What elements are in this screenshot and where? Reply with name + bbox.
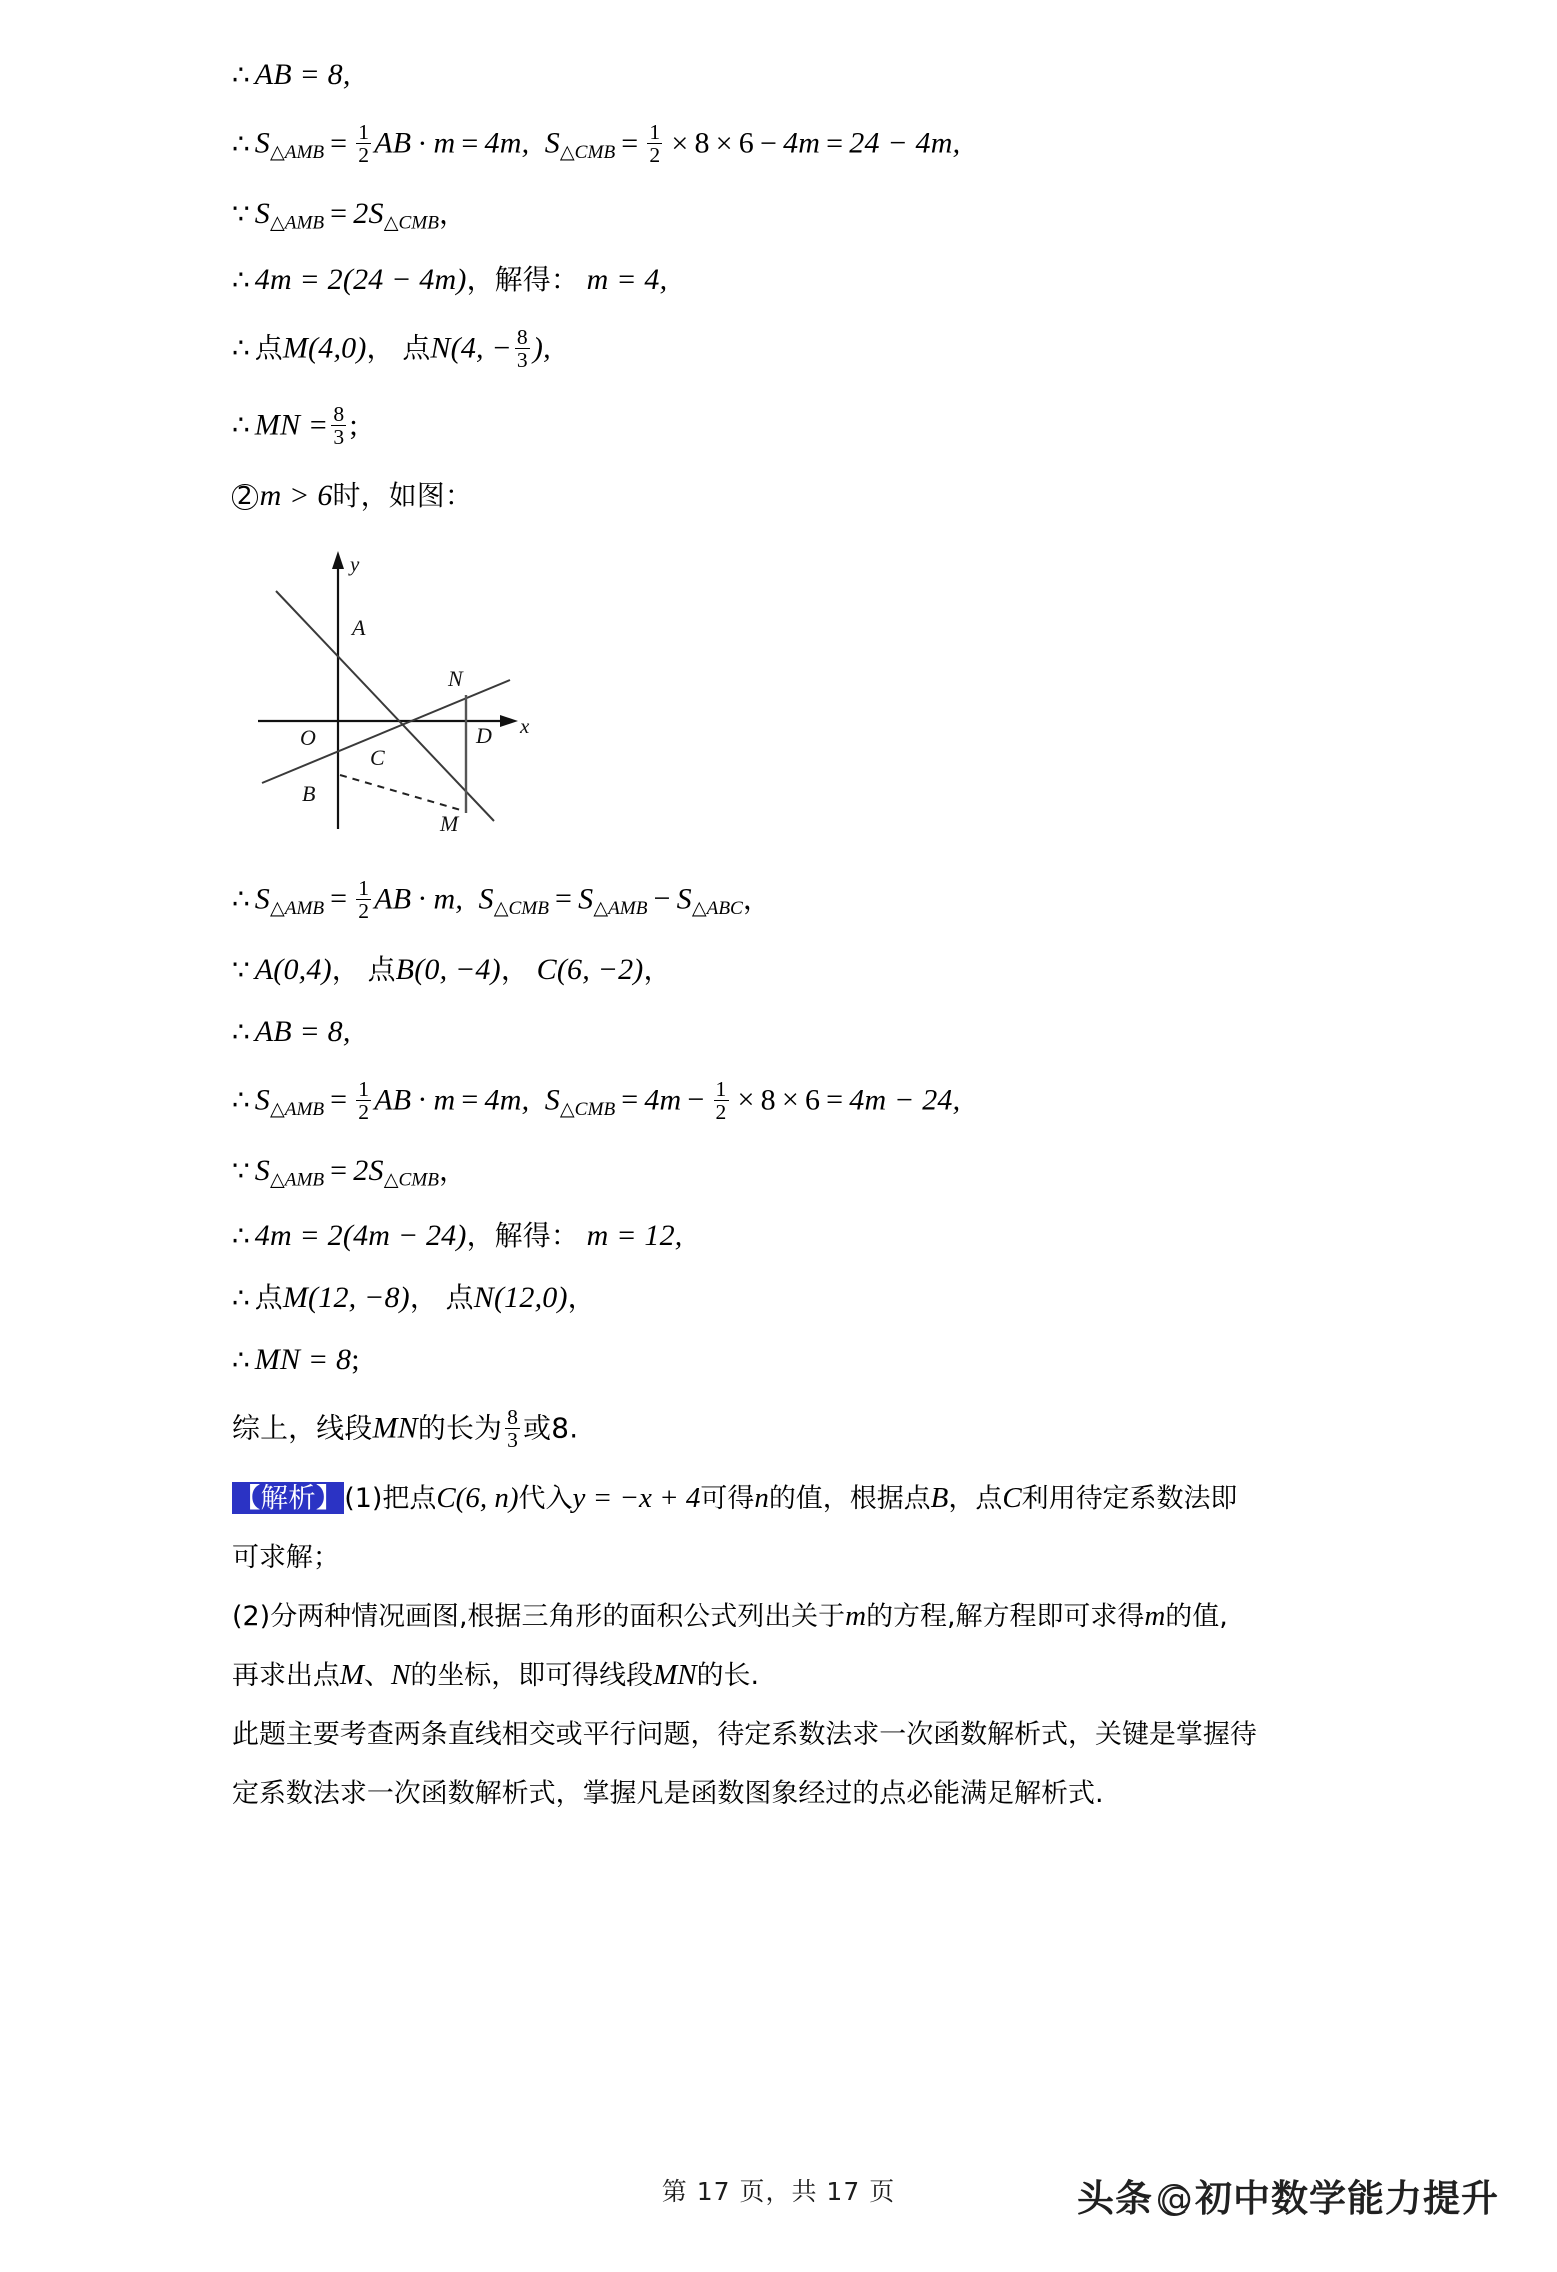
equals-sign-3: = xyxy=(621,1083,639,1117)
value-4m: 4m, xyxy=(484,126,530,160)
s-symbol-2: S xyxy=(544,126,560,160)
equals-sign: = xyxy=(330,126,348,160)
conclusion-prefix: 综上，线段 xyxy=(232,1411,373,1445)
numerator: 1 xyxy=(649,120,661,145)
label-point-n: N xyxy=(448,665,463,691)
term-2s: 2S xyxy=(353,197,384,231)
chinese-comma-2: ， xyxy=(567,1281,596,1315)
denominator: 3 xyxy=(507,1428,519,1453)
solution-body xyxy=(232,60,1352,1838)
therefore-symbol: ∴ xyxy=(232,1281,250,1315)
analysis-text-2c: 的值, xyxy=(1165,1601,1228,1633)
equation-line-ab8-second xyxy=(232,1014,1352,1048)
denominator: 3 xyxy=(516,347,528,372)
numerator: 8 xyxy=(507,1405,519,1430)
subscript-cmb: △CMB xyxy=(559,142,616,164)
fraction-one-half xyxy=(356,1078,371,1123)
equation-line-points-case2 xyxy=(232,1283,1352,1313)
point-m-coords: M(12, −8) xyxy=(282,1281,410,1315)
ab-equals-8: AB = 8, xyxy=(254,1014,351,1048)
equals-sign: = xyxy=(330,1153,348,1187)
enumeration-mark: 、 xyxy=(364,1660,392,1692)
mn-equals-8: MN = 8 xyxy=(254,1343,352,1377)
dashed-segment-b-to-m xyxy=(340,775,464,811)
subscript-cmb: △CMB xyxy=(383,1169,439,1191)
dot-operator: · xyxy=(417,882,428,916)
denominator: 2 xyxy=(649,143,661,168)
watermark-platform: 头条 xyxy=(1077,2177,1153,2220)
axis-label-y: y xyxy=(350,551,360,576)
segment-mn-ref: MN xyxy=(653,1659,697,1692)
therefore-symbol: ∴ xyxy=(232,58,250,91)
because-symbol: ∵ xyxy=(232,952,250,986)
subscript-abc: △ABC xyxy=(691,897,743,919)
conclusion-line xyxy=(232,1407,1352,1452)
label-dian-2: 点 xyxy=(445,1281,474,1315)
denominator: 2 xyxy=(715,1099,727,1124)
analysis-text-1c: 可得 xyxy=(700,1483,755,1515)
chinese-comma: ， xyxy=(366,331,395,365)
watermark-account-name: 初中数学能力提升 xyxy=(1195,2177,1499,2220)
analysis-text-1b: 代入 xyxy=(518,1483,573,1515)
point-m-coords: M(4,0) xyxy=(282,331,367,365)
equation-line-areas-case2-def xyxy=(232,875,1352,923)
analysis-text-2a: (2)分两种情况画图,根据三角形的面积公式列出关于 xyxy=(232,1601,846,1633)
subscript-amb: △AMB xyxy=(269,1098,325,1120)
label-point-d: D xyxy=(476,722,492,748)
ab-equals-8: AB = 8, xyxy=(254,58,351,91)
chinese-comma: ， xyxy=(409,1281,438,1315)
analysis-text-3a: 此题主要考查两条直线相交或平行问题，待定系数法求一次函数解析式，关键是掌握待 xyxy=(232,1719,1257,1751)
label-dian: 点 xyxy=(254,331,283,365)
analysis-text-2b: 的方程,解方程即可求得 xyxy=(866,1601,1145,1633)
chinese-comma: ， xyxy=(466,262,495,296)
result-4m-minus-24: 4m − 24, xyxy=(849,1083,961,1117)
label-point-b: B xyxy=(302,780,316,806)
denominator: 2 xyxy=(358,143,370,168)
m-term: m xyxy=(433,1083,456,1117)
equals-sign-4: = xyxy=(826,1083,844,1117)
chinese-comma: ， xyxy=(438,197,468,231)
point-n-ref: N xyxy=(391,1659,411,1692)
page-number-footer: 第 17 页，共 17 页 xyxy=(661,2177,896,2206)
s-symbol-2: S xyxy=(544,1083,560,1117)
therefore-symbol: ∴ xyxy=(232,262,250,296)
analysis-paragraph-2 xyxy=(232,1602,1352,1631)
x-axis-arrowhead xyxy=(500,715,518,727)
equals-sign: = xyxy=(330,882,348,916)
therefore-symbol: ∴ xyxy=(232,331,250,365)
s-symbol: S xyxy=(254,882,270,916)
therefore-symbol: ∴ xyxy=(232,1014,250,1048)
ab-term: AB xyxy=(374,1083,412,1117)
denominator: 3 xyxy=(333,424,345,449)
s-symbol-4: S xyxy=(676,882,692,916)
solution-m-equals-4: m = 4, xyxy=(586,262,668,296)
subscript-amb: △AMB xyxy=(269,897,325,919)
label-point-m: M xyxy=(440,810,459,833)
subscript-amb-2: △AMB xyxy=(593,897,648,919)
fraction-eight-thirds xyxy=(515,326,530,371)
numerator: 1 xyxy=(358,1076,370,1101)
analysis-text-1f: 利用待定系数法即 xyxy=(1021,1483,1238,1515)
conclusion-mid: 的长为 xyxy=(417,1411,503,1445)
watermark xyxy=(1077,2168,1499,2222)
semicolon: ; xyxy=(349,408,358,442)
term-2s: 2S xyxy=(353,1153,384,1187)
variable-n: n xyxy=(754,1482,769,1515)
equals-sign: = xyxy=(330,197,348,231)
term-4m: 4m xyxy=(783,126,821,160)
analysis-text-1d: 的值，根据点 xyxy=(768,1483,931,1515)
label-point-c: C xyxy=(370,744,385,770)
numerator: 1 xyxy=(358,120,370,145)
conclusion-suffix: 或8. xyxy=(523,1411,579,1445)
times-sign-1: × xyxy=(737,1083,755,1117)
circled-number-2: 2 xyxy=(232,484,258,510)
dot-operator: · xyxy=(417,126,428,160)
function-expr: y = −x + 4 xyxy=(572,1482,701,1515)
mn-equals: MN = xyxy=(254,408,329,442)
s-symbol: S xyxy=(254,126,270,160)
variable-m-2: m xyxy=(1144,1600,1166,1633)
point-n-coords-prefix: N(4, − xyxy=(430,331,512,365)
point-m-ref: M xyxy=(339,1659,365,1692)
analysis-paragraph-1 xyxy=(232,1484,1352,1513)
fraction-eight-thirds xyxy=(505,1406,520,1451)
ab-term: AB xyxy=(374,126,412,160)
m-term: m, xyxy=(433,882,464,916)
subscript-cmb: △CMB xyxy=(493,897,549,919)
mn-term: MN xyxy=(372,1411,418,1445)
equation-4m-eq: 4m = 2(24 − 4m) xyxy=(254,262,467,296)
label-dian-2: 点 xyxy=(402,331,431,365)
dot-operator: · xyxy=(417,1083,428,1117)
label-jiede: 解得： xyxy=(494,1219,579,1253)
analysis-text-1-continuation: 可求解； xyxy=(232,1542,340,1574)
subscript-amb: △AMB xyxy=(269,212,325,234)
analysis-text-2e: 的坐标，即可得线段 xyxy=(410,1660,654,1692)
case2-heading xyxy=(232,478,1352,512)
s-symbol: S xyxy=(254,197,270,231)
m-term: m xyxy=(433,126,456,160)
minus-sign: − xyxy=(759,126,778,160)
equals-sign-2: = xyxy=(461,1083,479,1117)
denominator: 2 xyxy=(358,1099,370,1124)
equation-line-mn-case1 xyxy=(232,401,1352,449)
s-symbol: S xyxy=(254,1083,270,1117)
analysis-text-2f: 的长. xyxy=(696,1660,760,1692)
ab-term: AB xyxy=(374,882,412,916)
therefore-symbol: ∴ xyxy=(232,882,250,916)
equation-line-areas-case2 xyxy=(232,1076,1352,1124)
result-24-minus-4m: 24 − 4m, xyxy=(849,126,961,160)
minus-sign: − xyxy=(687,1083,705,1117)
chinese-comma-1: ， xyxy=(331,952,360,986)
therefore-symbol: ∴ xyxy=(232,1219,250,1253)
minus-sign: − xyxy=(653,882,671,916)
number-8: 8 xyxy=(694,126,710,160)
chinese-comma: ， xyxy=(466,1219,495,1253)
therefore-symbol: ∴ xyxy=(232,408,250,442)
point-c-expr: C(6, n) xyxy=(436,1482,519,1515)
equation-line-ab8-first xyxy=(232,60,1352,90)
point-a-coords: A(0,4) xyxy=(254,952,332,986)
numerator: 8 xyxy=(516,324,528,349)
equation-line-mn-case2 xyxy=(232,1345,1352,1375)
subscript-amb: △AMB xyxy=(269,142,325,164)
numerator: 8 xyxy=(333,401,345,426)
solution-m-equals-12: m = 12, xyxy=(586,1219,683,1253)
point-c-coords: C(6, −2) xyxy=(536,952,644,986)
label-dian: 点 xyxy=(367,952,396,986)
therefore-symbol: ∴ xyxy=(232,126,250,160)
therefore-symbol: ∴ xyxy=(232,1083,250,1117)
s-symbol-3: S xyxy=(578,882,594,916)
diagram-svg xyxy=(242,543,582,833)
subscript-cmb: △CMB xyxy=(559,1098,616,1120)
point-b-coords: B(0, −4) xyxy=(395,952,501,986)
equals-sign: = xyxy=(330,1083,348,1117)
analysis-text-3b: 定系数法求一次函数解析式，掌握凡是函数图象经过的点必能满足解析式. xyxy=(232,1778,1104,1810)
analysis-tag: 【解析】 xyxy=(233,1482,344,1515)
point-n-coords-suffix: ), xyxy=(532,331,551,365)
subscript-cmb: △CMB xyxy=(383,212,439,234)
equation-line-solve-case2 xyxy=(232,1221,1352,1251)
analysis-text-1a: (1)把点 xyxy=(344,1483,437,1515)
chinese-comma: ， xyxy=(438,1153,468,1187)
semicolon: ; xyxy=(351,1343,360,1377)
coordinate-diagram xyxy=(232,543,1352,838)
therefore-symbol: ∴ xyxy=(232,1343,250,1377)
denominator: 2 xyxy=(358,898,370,923)
at-icon: @ xyxy=(1160,2180,1194,2219)
number-8: 8 xyxy=(760,1083,776,1117)
point-c-ref: C xyxy=(1002,1482,1022,1515)
fraction-one-half xyxy=(356,877,371,922)
term-4m: 4m xyxy=(644,1083,682,1117)
numerator: 1 xyxy=(358,875,370,900)
equals-sign-2: = xyxy=(461,126,479,160)
number-6: 6 xyxy=(738,126,754,160)
analysis-text-2d: 再求出点 xyxy=(232,1660,340,1692)
because-symbol: ∵ xyxy=(232,1153,250,1187)
fraction-one-half-2 xyxy=(714,1078,729,1123)
equation-4m-eq: 4m = 2(4m − 24) xyxy=(254,1219,467,1253)
number-6: 6 xyxy=(804,1083,821,1117)
equation-line-areas-case1 xyxy=(232,122,1352,167)
times-sign-2: × xyxy=(781,1083,799,1117)
equals-sign-4: = xyxy=(826,126,844,160)
label-origin-o: O xyxy=(300,724,316,750)
equals-sign-2: = xyxy=(555,882,573,916)
text-as-figure: 时，如图： xyxy=(332,478,473,512)
chinese-comma-3: ， xyxy=(643,952,672,986)
equals-sign-3: = xyxy=(621,126,639,160)
fraction-eight-thirds xyxy=(331,403,346,448)
equation-line-samb-2scmb-case1 xyxy=(232,199,1352,233)
times-sign-2: × xyxy=(715,126,733,160)
numerator: 1 xyxy=(715,1076,727,1101)
equation-line-given-points-case2 xyxy=(232,952,1352,986)
variable-m-1: m xyxy=(845,1600,867,1633)
subscript-amb: △AMB xyxy=(269,1169,325,1191)
chinese-comma-2: ， xyxy=(500,952,529,986)
chinese-comma: ， xyxy=(742,882,771,916)
analysis-paragraph-2-line2 xyxy=(232,1661,1352,1690)
analysis-paragraph-3-line2 xyxy=(232,1779,1352,1808)
point-b-ref: B xyxy=(930,1482,949,1515)
axis-label-x: x xyxy=(520,713,530,738)
label-point-a: A xyxy=(352,614,366,640)
point-n-coords: N(12,0) xyxy=(473,1281,568,1315)
analysis-text-1e: ，点 xyxy=(948,1483,1003,1515)
s-symbol: S xyxy=(254,1153,270,1187)
label-dian: 点 xyxy=(254,1281,283,1315)
equation-line-samb-2scmb-case2 xyxy=(232,1153,1352,1191)
equation-line-solve-case1 xyxy=(232,262,1352,296)
label-jiede: 解得： xyxy=(494,262,579,296)
fraction-one-half xyxy=(356,121,371,166)
value-4m: 4m, xyxy=(484,1083,530,1117)
s-symbol-2: S xyxy=(478,882,494,916)
condition-m-gt-6: m > 6 xyxy=(259,478,333,512)
because-symbol: ∵ xyxy=(232,197,250,231)
y-axis-arrowhead xyxy=(332,551,344,569)
equation-line-points-case1 xyxy=(232,324,1352,372)
analysis-paragraph-3-line1 xyxy=(232,1720,1352,1749)
analysis-paragraph-1-line2 xyxy=(232,1543,1352,1572)
fraction-one-half-2 xyxy=(647,121,662,166)
times-sign-1: × xyxy=(671,126,689,160)
